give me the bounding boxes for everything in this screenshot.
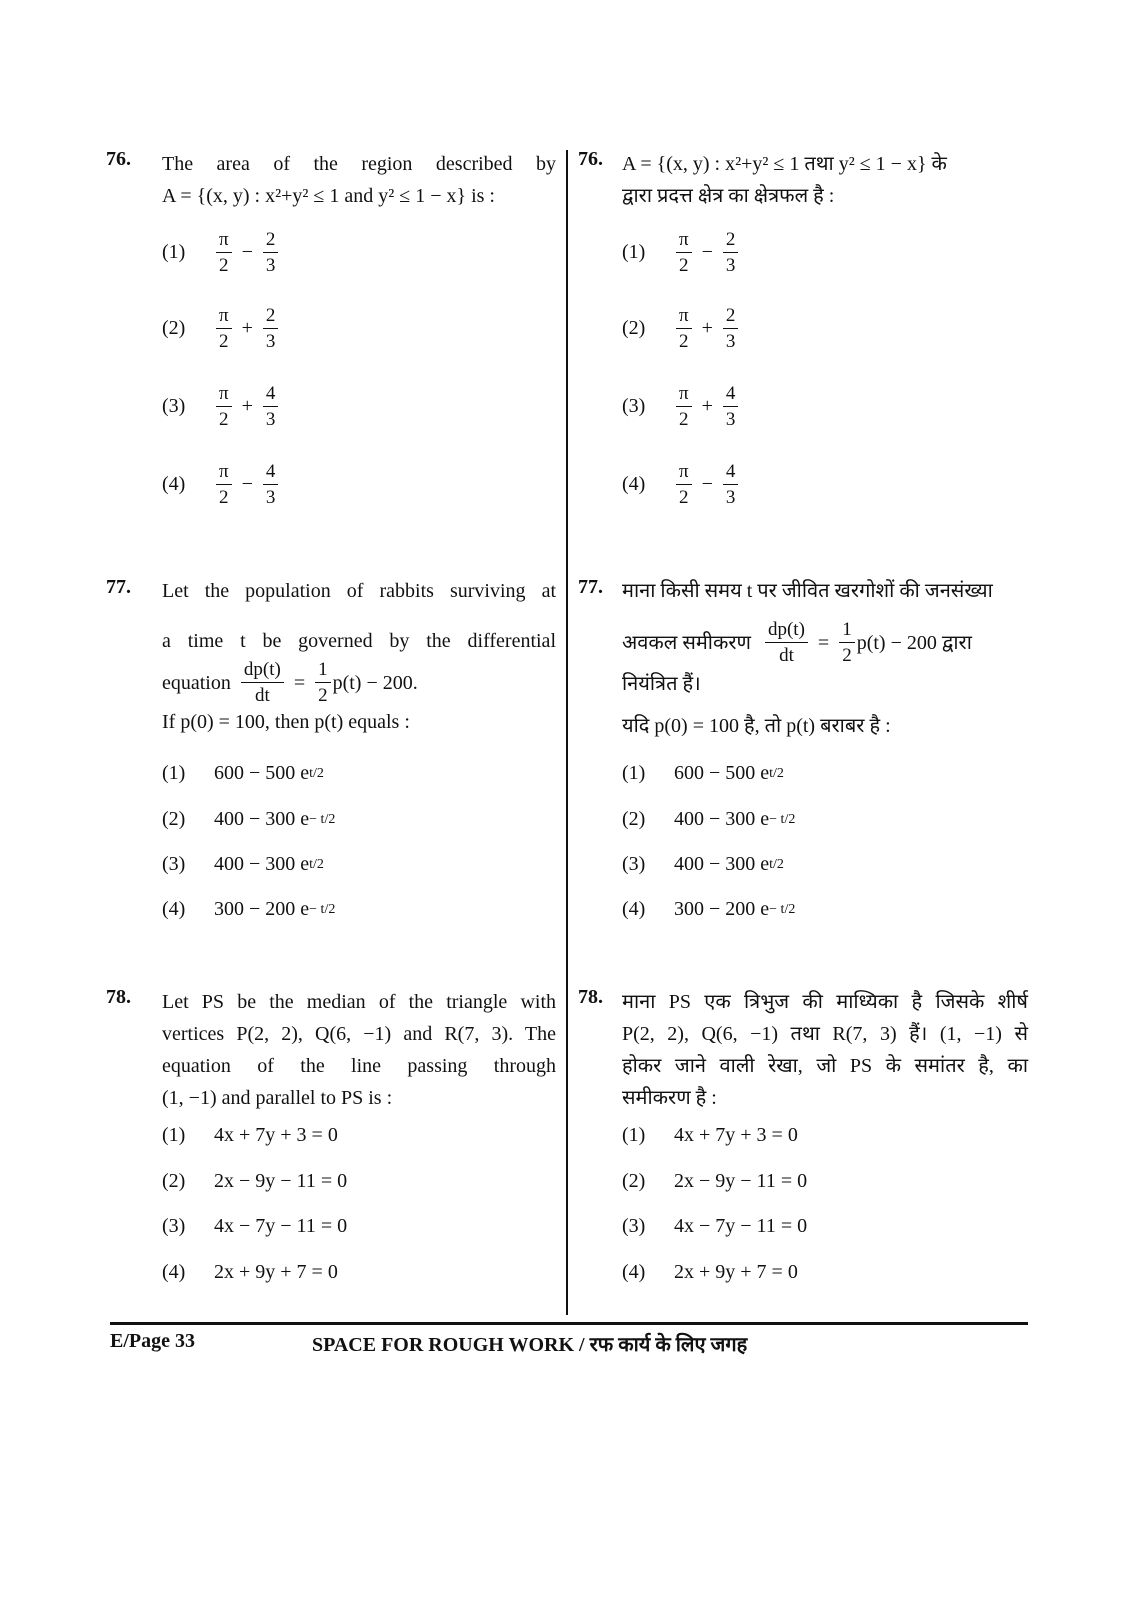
question-stem: A = {(x, y) : x²+y² ≤ 1 तथा y² ≤ 1 − x} के द्वारा प्रदत्त क्षेत्र का क्षेत्रफल है : (622, 153, 947, 207)
option-1: (1) 4x + 7y + 3 = 0 (162, 1124, 338, 1146)
option-3: (3) 400 − 300 e t/2 (162, 853, 324, 875)
option-1: (1) 600 − 500 e t/2 (622, 762, 784, 784)
option-2: (2) 400 − 300 e − t/2 (162, 808, 336, 830)
option-2: (2) 400 − 300 e − t/2 (622, 808, 796, 830)
question-stem: Let the population of rabbits surviving at a time t be governed by the differential equation $\frac{dp(t)}{dt}$ = $\frac{1}{2}$ p(t) − 200. If p(0) = 100, then p(t) equals : (162, 580, 556, 733)
option-3: (3) 4x − 7y − 11 = 0 (162, 1215, 348, 1237)
question-number: 78. (578, 986, 603, 1008)
column-divider (566, 150, 568, 1315)
option-3: (3) 4x − 7y − 11 = 0 (622, 1215, 808, 1237)
option-4: (4) 300 − 200 e − t/2 (622, 898, 796, 920)
question-number: 77. (578, 576, 603, 598)
option-1: (1) $\frac{\pi}{2}$ − $\frac{2}{3}$ (622, 230, 740, 275)
question-stem: Let PS be the median of the triangle with vertices P(2, 2), Q(6, −1) and R(7, 3). The equation of the line passing through (1, −1) and parallel to PS is : (162, 991, 556, 1109)
option-3: (3) $\frac{\pi}{2}$ + $\frac{4}{3}$ (622, 384, 740, 429)
option-4: (4) $\frac{\pi}{2}$ − $\frac{4}{3}$ (162, 462, 280, 507)
question-stem: माना किसी समय t पर जीवित खरगोशों की जनसंख्या अवकल समीकरण $\frac{dp(t)}{dt}$ = $\frac{1}{2}$ p(t) − 200 द्वारा नियंत्रित हैं। यदि p(0) = 100 है, तो p(t) बराबर है : (622, 576, 1028, 741)
question-number: 77. (106, 576, 131, 598)
option-3: (3) $\frac{\pi}{2}$ + $\frac{4}{3}$ (162, 384, 280, 429)
question-number: 76. (578, 148, 603, 170)
question-number: 78. (106, 986, 131, 1008)
option-2: (2) $\frac{\pi}{2}$ + $\frac{2}{3}$ (162, 306, 280, 351)
option-4: (4) 2x + 9y + 7 = 0 (622, 1261, 798, 1283)
page-number: E/Page 33 (110, 1330, 195, 1352)
option-4: (4) 2x + 9y + 7 = 0 (162, 1261, 338, 1283)
option-1: (1) $\frac{\pi}{2}$ − $\frac{2}{3}$ (162, 230, 280, 275)
option-2: (2) $\frac{\pi}{2}$ + $\frac{2}{3}$ (622, 306, 740, 351)
differential-equation: equation $\frac{dp(t)}{dt}$ = $\frac{1}{2}$ p(t) − 200. (162, 659, 418, 706)
question-stem: माना PS एक त्रिभुज की माध्यिका है जिसके शीर्ष P(2, 2), Q(6, −1) तथा R(7, 3) हैं। (1, −1) से होकर जाने वाली रेखा, जो PS के समांतर है, का समीकरण है : (622, 991, 1028, 1109)
differential-equation: अवकल समीकरण $\frac{dp(t)}{dt}$ = $\frac{1}{2}$ p(t) − 200 द्वारा (622, 619, 972, 666)
option-4: (4) 300 − 200 e − t/2 (162, 898, 336, 920)
option-2: (2) 2x − 9y − 11 = 0 (622, 1170, 808, 1192)
rough-work-label: SPACE FOR ROUGH WORK / रफ कार्य के लिए जगह (312, 1334, 748, 1356)
question-stem: The area of the region described by A = {(x, y) : x²+y² ≤ 1 and y² ≤ 1 − x} is : (162, 153, 556, 207)
question-number: 76. (106, 148, 131, 170)
option-2: (2) 2x − 9y − 11 = 0 (162, 1170, 348, 1192)
option-4: (4) $\frac{\pi}{2}$ − $\frac{4}{3}$ (622, 462, 740, 507)
option-3: (3) 400 − 300 e t/2 (622, 853, 784, 875)
option-1: (1) 600 − 500 e t/2 (162, 762, 324, 784)
option-1: (1) 4x + 7y + 3 = 0 (622, 1124, 798, 1146)
footer-rule (110, 1322, 1028, 1325)
